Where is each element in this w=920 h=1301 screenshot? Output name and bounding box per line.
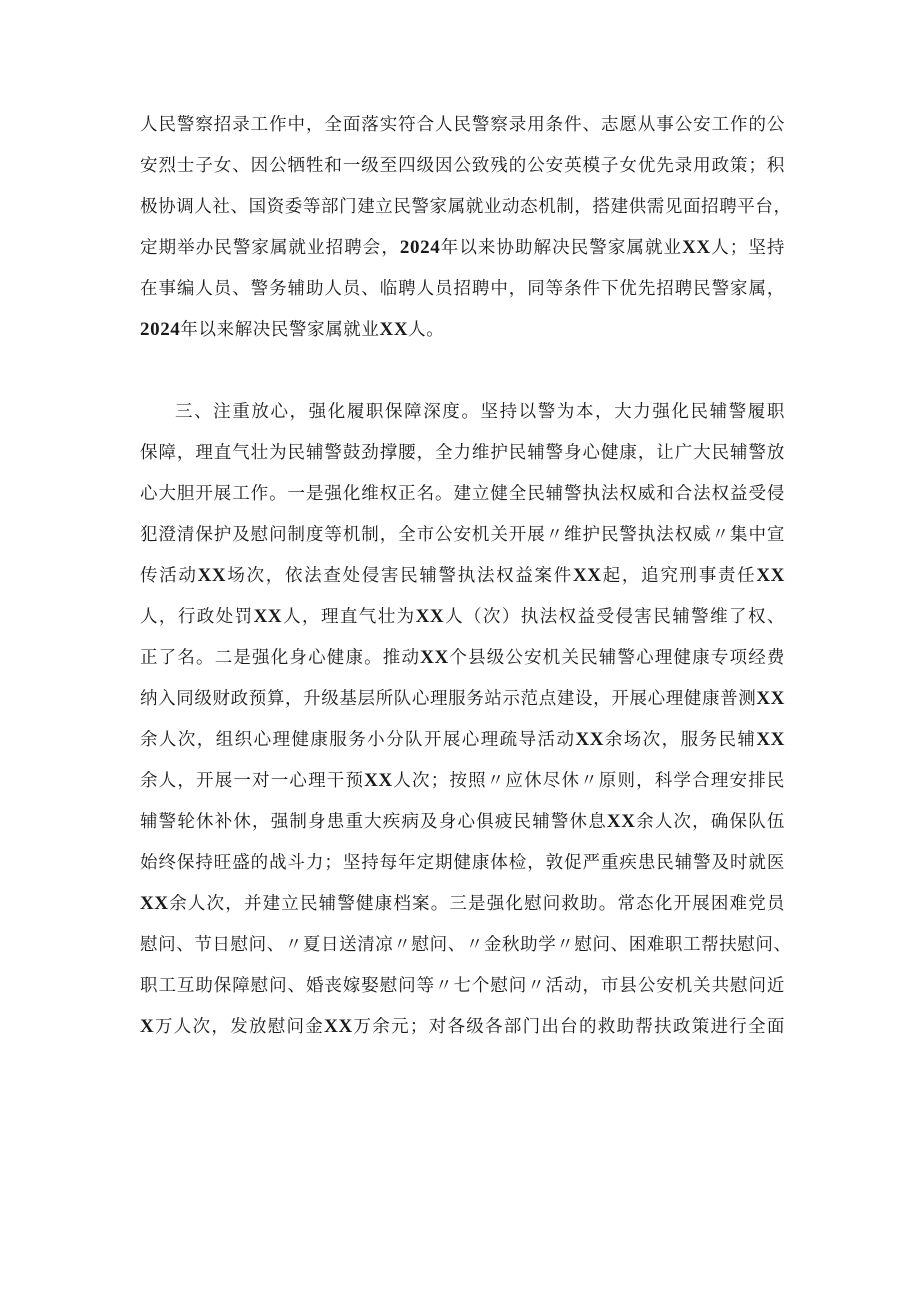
- text-line: 在事编人员、警务辅助人员、临聘人员招聘中，同等条件下优先招聘民警家属，: [140, 279, 785, 299]
- text-line: 定期举办民警家属就业招聘会，2024年以来协助解决民警家属就业XX人；坚持: [140, 237, 785, 258]
- text-line: 极协调人社、国资委等部门建立民警家属就业动态机制，搭建供需见面招聘平台，: [140, 197, 792, 217]
- text-line: 纳入同级财政预算，升级基层所队心理服务站示范点建设，开展心理健康普测XX: [140, 688, 785, 709]
- text-line: 犯澄清保护及慰问制度等机制，全市公安机关开展〃维护民警执法权威〃集中宣: [140, 525, 785, 545]
- text-line: 辅警轮休补休，强制身患重大疾病及身心俱疲民辅警休息XX余人次，确保队伍: [140, 811, 785, 832]
- text-line: 保障，理直气壮为民辅警鼓劲撑腰，全力维护民辅警身心健康，让广大民辅警放: [140, 443, 785, 463]
- text-line: 安烈士子女、因公牺牲和一级至四级因公致残的公安英模子女优先录用政策；积: [140, 156, 785, 176]
- text-line: 2024年以来解决民警家属就业XX人。: [140, 319, 445, 340]
- text-line: 余人，开展一对一心理干预XX人次；按照〃应休尽休〃原则，科学合理安排民: [140, 770, 785, 791]
- text-line: 正了名。二是强化身心健康。推动XX个县级公安机关民辅警心理健康专项经费: [140, 647, 785, 668]
- text-line: 慰问、节日慰问、〃夏日送清凉〃慰问、〃金秋助学〃慰问、困难职工帮扶慰问、: [140, 935, 792, 955]
- text-line: 人，行政处罚XX人，理直气壮为XX人（次）执法权益受侵害民辅警维了权、: [140, 606, 785, 627]
- text-line: 传活动XX场次，依法查处侵害民辅警执法权益案件XX起，追究刑事责任XX: [140, 565, 785, 586]
- text-line: 三、注重放心，强化履职保障深度。坚持以警为本，大力强化民辅警履职: [175, 402, 785, 422]
- text-line: 始终保持旺盛的战斗力；坚持每年定期健康体检，敦促严重疾患民辅警及时就医: [140, 853, 785, 873]
- text-line: 余人次，组织心理健康服务小分队开展心理疏导活动XX余场次，服务民辅XX: [140, 729, 785, 750]
- text-line: XX余人次，并建立民辅警健康档案。三是强化慰问救助。常态化开展困难党员: [140, 893, 785, 914]
- text-line: X万人次，发放慰问金XX万余元；对各级各部门出台的救助帮扶政策进行全面: [140, 1016, 785, 1037]
- text-line: 心大胆开展工作。一是强化维权正名。建立健全民辅警执法权威和合法权益受侵: [140, 484, 785, 504]
- text-line: 职工互助保障慰问、婚丧嫁娶慰问等〃七个慰问〃活动，市县公安机关共慰问近: [140, 976, 785, 996]
- text-line: 人民警察招录工作中，全面落实符合人民警察录用条件、志愿从事公安工作的公: [140, 115, 785, 135]
